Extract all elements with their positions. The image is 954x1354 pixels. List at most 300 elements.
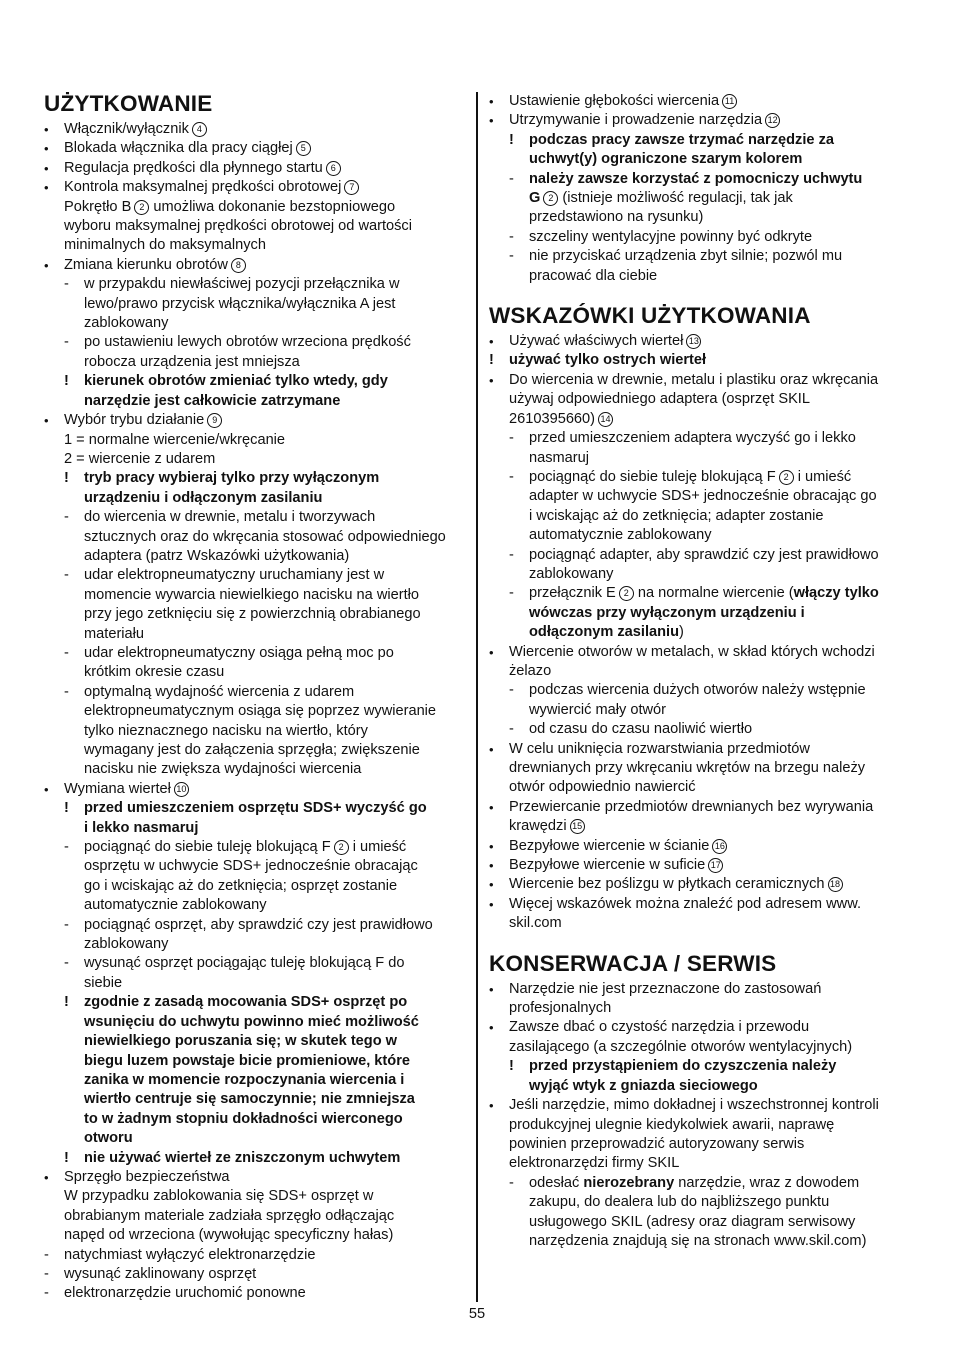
bullet-marker: • xyxy=(489,644,494,660)
dash-marker: - xyxy=(64,839,69,856)
text-line xyxy=(489,623,914,642)
line-text: odłączonym zasilaniu xyxy=(529,624,680,641)
bullet-marker: • xyxy=(489,896,494,912)
line-text: otwór odpowiednio nawiercić xyxy=(509,779,696,796)
text-line xyxy=(44,372,468,391)
figure-ref-number: 8 xyxy=(231,258,246,273)
line-text: podczas wiercenia dużych otworów należy wstępnie xyxy=(529,682,866,699)
text-line xyxy=(44,916,468,935)
line-text: Wiercenie bez poślizgu w płytkach ceramicznych xyxy=(509,876,825,893)
text-line xyxy=(489,546,914,565)
text-line xyxy=(44,605,468,624)
figure-ref-number: 17 xyxy=(708,858,723,873)
text-line xyxy=(489,526,914,545)
line-text: minimalnych do maksymalnych xyxy=(64,237,266,254)
line-text: pociągnąć do siebie tuleję blokującą F xyxy=(84,839,331,856)
warning-marker: ! xyxy=(64,994,69,1011)
line-text: automatycznie zablokowany xyxy=(84,897,267,914)
line-text-cont: narzędzie, wraz z dowodem xyxy=(674,1174,860,1191)
left-column xyxy=(44,90,468,1304)
dash-marker: - xyxy=(44,1265,49,1282)
dash-marker: - xyxy=(509,585,514,602)
line-text: Włącznik/wyłącznik xyxy=(64,121,189,137)
line-text: obrabianym materiale zadziała sprzęgło odłączając xyxy=(64,1207,395,1224)
line-text: wyjąć wtyk z gniazda sieciowego xyxy=(529,1077,758,1094)
line-text: po ustawieniu lewych obrotów wrzeciona prędkość xyxy=(84,334,411,351)
text-line xyxy=(44,450,468,469)
figure-ref-number: 2 xyxy=(134,200,149,215)
warning-marker: ! xyxy=(64,470,69,487)
text-line xyxy=(489,247,914,266)
text-line xyxy=(489,1174,914,1193)
text-line xyxy=(44,760,468,779)
figure-ref-number: 6 xyxy=(326,161,341,176)
line-text: robocza urządzenia jest mniejsza xyxy=(84,353,300,370)
line-text: Więcej wskazówek można znaleźć pod adresem www. xyxy=(509,895,862,912)
line-text: Zawsze dbać o czystość narzędzia i przewodu xyxy=(509,1019,810,1036)
line-text: G xyxy=(529,190,541,207)
bullet-marker: • xyxy=(489,799,494,815)
text-line xyxy=(44,702,468,721)
line-text: od czasu do czasu naoliwić wiertło xyxy=(529,721,753,738)
bullet-marker: • xyxy=(489,113,494,129)
line-text: wymagany jest do załączenia sprzęgła; zwiększenie xyxy=(84,742,420,758)
text-line xyxy=(489,980,914,999)
text-line xyxy=(489,701,914,720)
line-text: Wiercenie otworów w metalach, w skład których wchodzi xyxy=(509,643,875,660)
line-text: wysunąć osprzęt pociągając tuleję blokującą F do xyxy=(84,955,405,972)
text-line xyxy=(44,469,468,488)
text-line xyxy=(489,740,914,759)
text-line xyxy=(489,1135,914,1154)
warning-marker: ! xyxy=(489,352,494,369)
line-text-cont: (istnieje możliwość regulacji, tak jak xyxy=(558,190,793,207)
text-line xyxy=(44,333,468,352)
line-text: optymalną wydajność wiercenia z udarem xyxy=(84,683,355,700)
section-heading-konserwacja: KONSERWACJA / SERWIS xyxy=(489,950,777,976)
text-line xyxy=(44,683,468,702)
line-text: zablokowany xyxy=(84,315,169,332)
text-line xyxy=(44,857,468,876)
text-line xyxy=(489,1193,914,1212)
right-rows-b xyxy=(489,332,914,934)
text-line xyxy=(489,507,914,526)
line-text: momencie wywarcia niewielkiego nacisku na wiertło xyxy=(84,586,419,603)
text-line xyxy=(44,256,468,275)
text-line xyxy=(489,856,914,875)
figure-ref-number: 11 xyxy=(722,94,737,109)
text-line xyxy=(489,189,914,208)
right-rows-c xyxy=(489,980,914,1252)
text-line xyxy=(44,1071,468,1090)
section-heading-wskazowki: WSKAZÓWKI UŻYTKOWANIA xyxy=(489,303,811,329)
line-text: Pokrętło B xyxy=(64,198,132,215)
line-text: wsunięciu do uchwytu powinno mieć możliwość xyxy=(84,1013,419,1030)
dash-marker: - xyxy=(509,170,514,187)
line-text: udar elektropneumatyczny uruchamiany jest w xyxy=(84,567,385,584)
text-line xyxy=(489,1116,914,1135)
line-text: przełącznik E xyxy=(529,585,616,602)
line-text: Regulacja prędkości dla płynnego startu xyxy=(64,159,323,176)
text-line xyxy=(489,150,914,169)
line-text: elektronarzędzi firmy SKIL xyxy=(509,1155,680,1172)
line-text: biegu luzem powstaje bicie promieniowe, które xyxy=(84,1052,410,1069)
text-line xyxy=(44,1129,468,1148)
line-text: żelazo xyxy=(509,662,552,679)
line-text: Używać właściwych wierteł xyxy=(509,333,684,350)
text-line xyxy=(44,644,468,663)
line-text: powinien przeprowadzić autoryzowany serwis xyxy=(509,1135,805,1152)
bullet-marker: • xyxy=(44,1169,49,1185)
figure-ref-number: 10 xyxy=(174,782,189,797)
line-text: napęd od wrzeciona (wywołując specyficzny hałas) xyxy=(64,1227,394,1244)
text-line xyxy=(44,489,468,508)
line-text: niewielkiego poruszania się; w skutek tego w xyxy=(84,1033,398,1050)
bullet-marker: • xyxy=(489,1098,494,1114)
figure-ref-number: 12 xyxy=(765,113,780,128)
line-text: Jeśli narzędzie, mimo dokładnej i wszechstronnej kontroli xyxy=(509,1097,879,1114)
dash-marker: - xyxy=(64,509,69,526)
text-line xyxy=(489,895,914,914)
text-line xyxy=(44,722,468,741)
line-text: W przypadku zablokowania się SDS+ osprzęt w xyxy=(64,1188,374,1205)
text-line xyxy=(489,92,914,111)
line-text: przed umieszczeniem adaptera wyczyść go i lekko xyxy=(529,430,856,447)
text-line xyxy=(44,547,468,566)
text-line xyxy=(489,875,914,894)
figure-ref-number: 18 xyxy=(828,877,843,892)
text-line xyxy=(489,1213,914,1232)
text-line xyxy=(44,431,468,450)
left-rows xyxy=(44,120,468,1304)
dash-marker: - xyxy=(64,567,69,584)
text-line xyxy=(44,974,468,993)
line-text: 2610395660) xyxy=(509,410,596,427)
line-text: elektronarzędzie uruchomić ponowne xyxy=(64,1285,306,1302)
text-line xyxy=(44,1265,468,1284)
line-text: pracować dla ciebie xyxy=(529,267,658,284)
text-line xyxy=(489,410,914,429)
text-line xyxy=(489,1057,914,1076)
text-line xyxy=(44,819,468,838)
text-line xyxy=(44,935,468,954)
line-text: przed przystąpieniem do czyszczenia należy xyxy=(529,1058,837,1075)
text-line xyxy=(44,586,468,605)
text-line xyxy=(44,1226,468,1245)
text-line xyxy=(489,332,914,351)
line-text: uchwyt(y) ograniczone szarym kolorem xyxy=(529,151,803,168)
line-text: odesłać xyxy=(529,1174,584,1191)
text-line xyxy=(489,487,914,506)
figure-ref-number: 4 xyxy=(192,122,207,137)
line-text: skil.com xyxy=(509,915,562,932)
figure-ref-number: 5 xyxy=(296,141,311,156)
line-text: kierunek obrotów zmieniać tylko wtedy, gdy xyxy=(84,373,388,390)
line-text: pociągnąć do siebie tuleję blokującą F xyxy=(529,468,776,485)
text-line xyxy=(489,778,914,797)
text-line xyxy=(489,170,914,189)
line-text: narzędzie jest całkowicie zatrzymane xyxy=(84,392,341,409)
line-text: tylko nieznacznego nacisku na wiertło, który xyxy=(84,722,368,739)
text-line xyxy=(489,604,914,623)
figure-ref-number: 2 xyxy=(543,191,558,206)
text-line xyxy=(44,663,468,682)
text-line xyxy=(489,584,914,603)
line-text: adaptera (patrz Wskazówki użytkowania) xyxy=(84,547,350,564)
line-text: Wymiana wierteł xyxy=(64,780,171,797)
text-line xyxy=(44,314,468,333)
line-text: zgodnie z zasadą mocowania SDS+ osprzęt po xyxy=(84,994,408,1011)
text-line xyxy=(44,392,468,411)
text-line xyxy=(489,111,914,130)
text-line xyxy=(44,275,468,294)
line-text: Ustawienie głębokości wiercenia xyxy=(509,93,720,109)
line-text: pociągnąć adapter, aby sprawdzić czy jest prawidłowo xyxy=(529,546,879,563)
text-line xyxy=(489,468,914,487)
text-line xyxy=(489,449,914,468)
line-text: osprzętu w uchwycie SDS+ jednocześnie obracając xyxy=(84,858,418,875)
line-text: produkcyjnej ulegnie kiedykolwiek awarii, naprawę xyxy=(509,1116,835,1133)
text-line xyxy=(44,896,468,915)
bullet-marker: • xyxy=(489,858,494,874)
dash-marker: - xyxy=(509,721,514,738)
text-line xyxy=(44,508,468,527)
line-text: Do wiercenia w drewnie, metalu i plastiku oraz wkręcania xyxy=(509,371,879,388)
bullet-marker: • xyxy=(489,94,494,109)
line-text: usługowego SKIL (adresy oraz diagram serwisowy xyxy=(529,1213,856,1230)
text-line xyxy=(489,208,914,227)
bullet-marker: • xyxy=(44,141,49,157)
text-line xyxy=(489,662,914,681)
text-line xyxy=(489,999,914,1018)
line-text: Bezpyłowe wiercenie w suficie xyxy=(509,857,706,874)
line-text: urządzeniu i odłączonym zasilaniu xyxy=(84,489,323,506)
line-text: nie używać wierteł ze zniszczonym uchwytem xyxy=(84,1149,401,1166)
dash-marker: - xyxy=(509,430,514,447)
line-text: do wiercenia w drewnie, metalu i tworzywach xyxy=(84,509,376,526)
line-text: profesjonalnych xyxy=(509,1000,612,1017)
dash-marker: - xyxy=(44,1285,49,1302)
text-line xyxy=(44,625,468,644)
figure-ref-number: 2 xyxy=(334,840,349,855)
dash-marker: - xyxy=(509,546,514,563)
line-text: automatycznie zablokowany xyxy=(529,527,712,544)
line-text: Wybór trybu działanie xyxy=(64,412,205,429)
line-text: Sprzęgło bezpieczeństwa xyxy=(64,1168,230,1185)
text-line xyxy=(489,817,914,836)
text-line xyxy=(44,120,468,139)
text-line xyxy=(489,681,914,700)
line-text: podczas pracy zawsze trzymać narzędzie za xyxy=(529,131,834,148)
warning-marker: ! xyxy=(64,373,69,390)
line-text: przed umieszczeniem osprzętu SDS+ wyczyść go xyxy=(84,800,427,817)
warning-marker: ! xyxy=(64,1149,69,1166)
text-line xyxy=(489,1077,914,1096)
text-line xyxy=(44,838,468,857)
bullet-marker: • xyxy=(489,372,494,388)
dash-marker: - xyxy=(64,334,69,351)
figure-ref-number: 9 xyxy=(207,413,222,428)
figure-ref-number: 7 xyxy=(344,180,359,195)
line-text: Narzędzie nie jest przeznaczone do zastosowań xyxy=(509,980,822,997)
text-line xyxy=(489,267,914,286)
text-line xyxy=(489,720,914,739)
text-line xyxy=(44,1187,468,1206)
text-line xyxy=(489,1154,914,1173)
line-text: i wciskając aż do zetknięcia; adapter zostanie xyxy=(529,507,824,524)
section-heading-uzytkowanie: UŻYTKOWANIE xyxy=(44,91,213,116)
line-text: nie przyciskać urządzenia zbyt silnie; pozwól mu xyxy=(529,248,843,265)
line-text: krótkim okresie czasu xyxy=(84,664,225,681)
text-line xyxy=(489,798,914,817)
bullet-marker: • xyxy=(489,334,494,350)
right-rows-a xyxy=(489,92,914,286)
text-line xyxy=(44,1149,468,1168)
line-text: W celu uniknięcia rozwarstwiania przedmiotów xyxy=(509,740,810,757)
text-line xyxy=(44,1013,468,1032)
text-line xyxy=(44,1284,468,1303)
text-line xyxy=(44,217,468,236)
text-line xyxy=(489,1038,914,1057)
line-text: otworu xyxy=(84,1130,133,1147)
line-text: tryb pracy wybieraj tylko przy wyłączonym xyxy=(84,470,380,487)
line-text-cont: na normalne wiercenie ( xyxy=(633,585,794,602)
text-line xyxy=(489,914,914,933)
bullet-marker: • xyxy=(44,160,49,176)
line-text: lewo/prawo przycisk włącznika/wyłącznika A jest xyxy=(84,295,396,312)
dash-marker: - xyxy=(64,276,69,293)
line-text: siebie xyxy=(84,974,123,991)
text-line xyxy=(44,353,468,372)
line-text: Bezpyłowe wiercenie w ścianie xyxy=(509,837,710,854)
dash-marker: - xyxy=(509,468,514,485)
column-divider xyxy=(476,92,478,1302)
line-text: przy jego zetknięciu się z powierzchnią obrabianego xyxy=(84,606,421,623)
dash-marker: - xyxy=(44,1246,49,1263)
text-line xyxy=(489,1232,914,1251)
bullet-marker: • xyxy=(44,180,49,196)
text-line xyxy=(44,198,468,217)
text-line xyxy=(489,643,914,662)
line-text: szczeliny wentylacyjne powinny być odkryte xyxy=(529,228,813,245)
dash-marker: - xyxy=(64,683,69,700)
text-line xyxy=(489,371,914,390)
text-line xyxy=(44,1052,468,1071)
line-text: Zmiana kierunku obrotów xyxy=(64,256,228,273)
bullet-marker: • xyxy=(489,877,494,893)
line-text-cont: i umieść xyxy=(793,468,852,485)
line-text: 2 = wiercenie z udarem xyxy=(64,450,216,467)
line-text: zasilającego (a szczególnie otworów wentylacyjnych) xyxy=(509,1038,853,1055)
line-text: zablokowany xyxy=(84,936,169,953)
figure-ref-number: 14 xyxy=(598,412,613,427)
line-text: Kontrola maksymalnej prędkości obrotowej xyxy=(64,179,342,196)
line-text: Przewiercanie przedmiotów drewnianych bez wyrywania xyxy=(509,798,874,815)
text-line xyxy=(489,837,914,856)
line-text: zablokowany xyxy=(529,565,614,582)
text-line xyxy=(44,236,468,255)
line-text: używać tylko ostrych wierteł xyxy=(509,352,707,369)
text-line xyxy=(489,1018,914,1037)
line-text: zanika w momencie rozpoczynania wiercenia i xyxy=(84,1071,405,1088)
dash-marker: - xyxy=(509,228,514,245)
dash-marker: - xyxy=(509,1174,514,1191)
line-text: wówczas przy wyłączonym urządzeniu i xyxy=(529,604,805,621)
line-text: w przypakdu niewłaściwej pozycji przełącznika w xyxy=(84,276,400,293)
line-text-emph: nierozebrany xyxy=(583,1174,675,1191)
line-text: zakupu, do dealera lub do najbliższego punktu xyxy=(529,1194,830,1211)
text-line xyxy=(489,1096,914,1115)
text-line xyxy=(44,528,468,547)
dash-marker: - xyxy=(64,644,69,661)
line-text: używaj odpowiedniego adaptera (osprzęt SKIL xyxy=(509,391,810,408)
line-text: krawędzi xyxy=(509,818,567,835)
line-text: adapter w uchwycie SDS+ jednocześnie obracając go xyxy=(529,488,877,505)
line-text: wywiercić mały otwór xyxy=(529,701,667,718)
text-line xyxy=(489,429,914,448)
text-line xyxy=(44,741,468,760)
line-text-emph: włączy tylko xyxy=(793,585,879,602)
bullet-marker: • xyxy=(44,257,49,273)
text-line xyxy=(489,759,914,778)
text-line xyxy=(489,390,914,409)
dash-marker: - xyxy=(509,682,514,699)
line-text: wiertło centruje się samoczynnie; nie zmniejsza xyxy=(84,1091,415,1108)
text-line xyxy=(44,1207,468,1226)
warning-marker: ! xyxy=(64,800,69,817)
warning-marker: ! xyxy=(509,131,514,148)
text-line xyxy=(44,799,468,818)
figure-ref-number: 2 xyxy=(619,586,634,601)
line-text: wysunąć zaklinowany osprzęt xyxy=(64,1265,257,1282)
text-line xyxy=(489,565,914,584)
text-line xyxy=(44,780,468,799)
text-line xyxy=(489,131,914,150)
line-text: natychmiast wyłączyć elektronarzędzie xyxy=(64,1246,316,1263)
line-text-cont: i umieść xyxy=(348,839,407,856)
line-text: Blokada włącznika dla pracy ciągłej xyxy=(64,140,293,157)
text-line xyxy=(489,228,914,247)
line-text: go i wciskając aż do zetknięcia; osprzęt zostanie xyxy=(84,877,398,894)
text-line xyxy=(44,178,468,197)
bullet-marker: • xyxy=(44,781,49,797)
bullet-marker: • xyxy=(44,122,49,137)
line-text: pociągnąć osprzęt, aby sprawdzić czy jest prawidłowo xyxy=(84,916,433,933)
text-line xyxy=(44,566,468,585)
text-line xyxy=(44,1246,468,1265)
bullet-marker: • xyxy=(489,838,494,854)
text-line xyxy=(44,954,468,973)
text-line xyxy=(44,877,468,896)
line-text: wyboru maksymalnej prędkości obrotowej od wartości xyxy=(64,218,412,235)
line-text: przedstawiono na rysunku) xyxy=(529,209,704,226)
dash-marker: - xyxy=(64,955,69,972)
line-text: sztucznych oraz do wkręcania stosować odpowiedniego xyxy=(84,528,446,545)
line-text: elektropneumatycznym osiąga się poprzez wywieranie xyxy=(84,703,437,720)
line-text: to w żadnym stopniu dokładności wierconego xyxy=(84,1110,403,1127)
text-line xyxy=(44,1032,468,1051)
line-text: i lekko nasmaruj xyxy=(84,819,199,836)
text-line xyxy=(44,139,468,158)
text-line xyxy=(44,411,468,430)
line-text: należy zawsze korzystać z pomocniczy uchwytu xyxy=(529,170,863,187)
line-text: materiału xyxy=(84,625,145,642)
figure-ref-number: 13 xyxy=(686,334,701,349)
bullet-marker: • xyxy=(44,413,49,429)
bullet-marker: • xyxy=(489,741,494,757)
line-text: drewnianych przy wkręcaniu wkrętów na brzegu należy xyxy=(509,760,866,776)
text-line xyxy=(44,1090,468,1109)
